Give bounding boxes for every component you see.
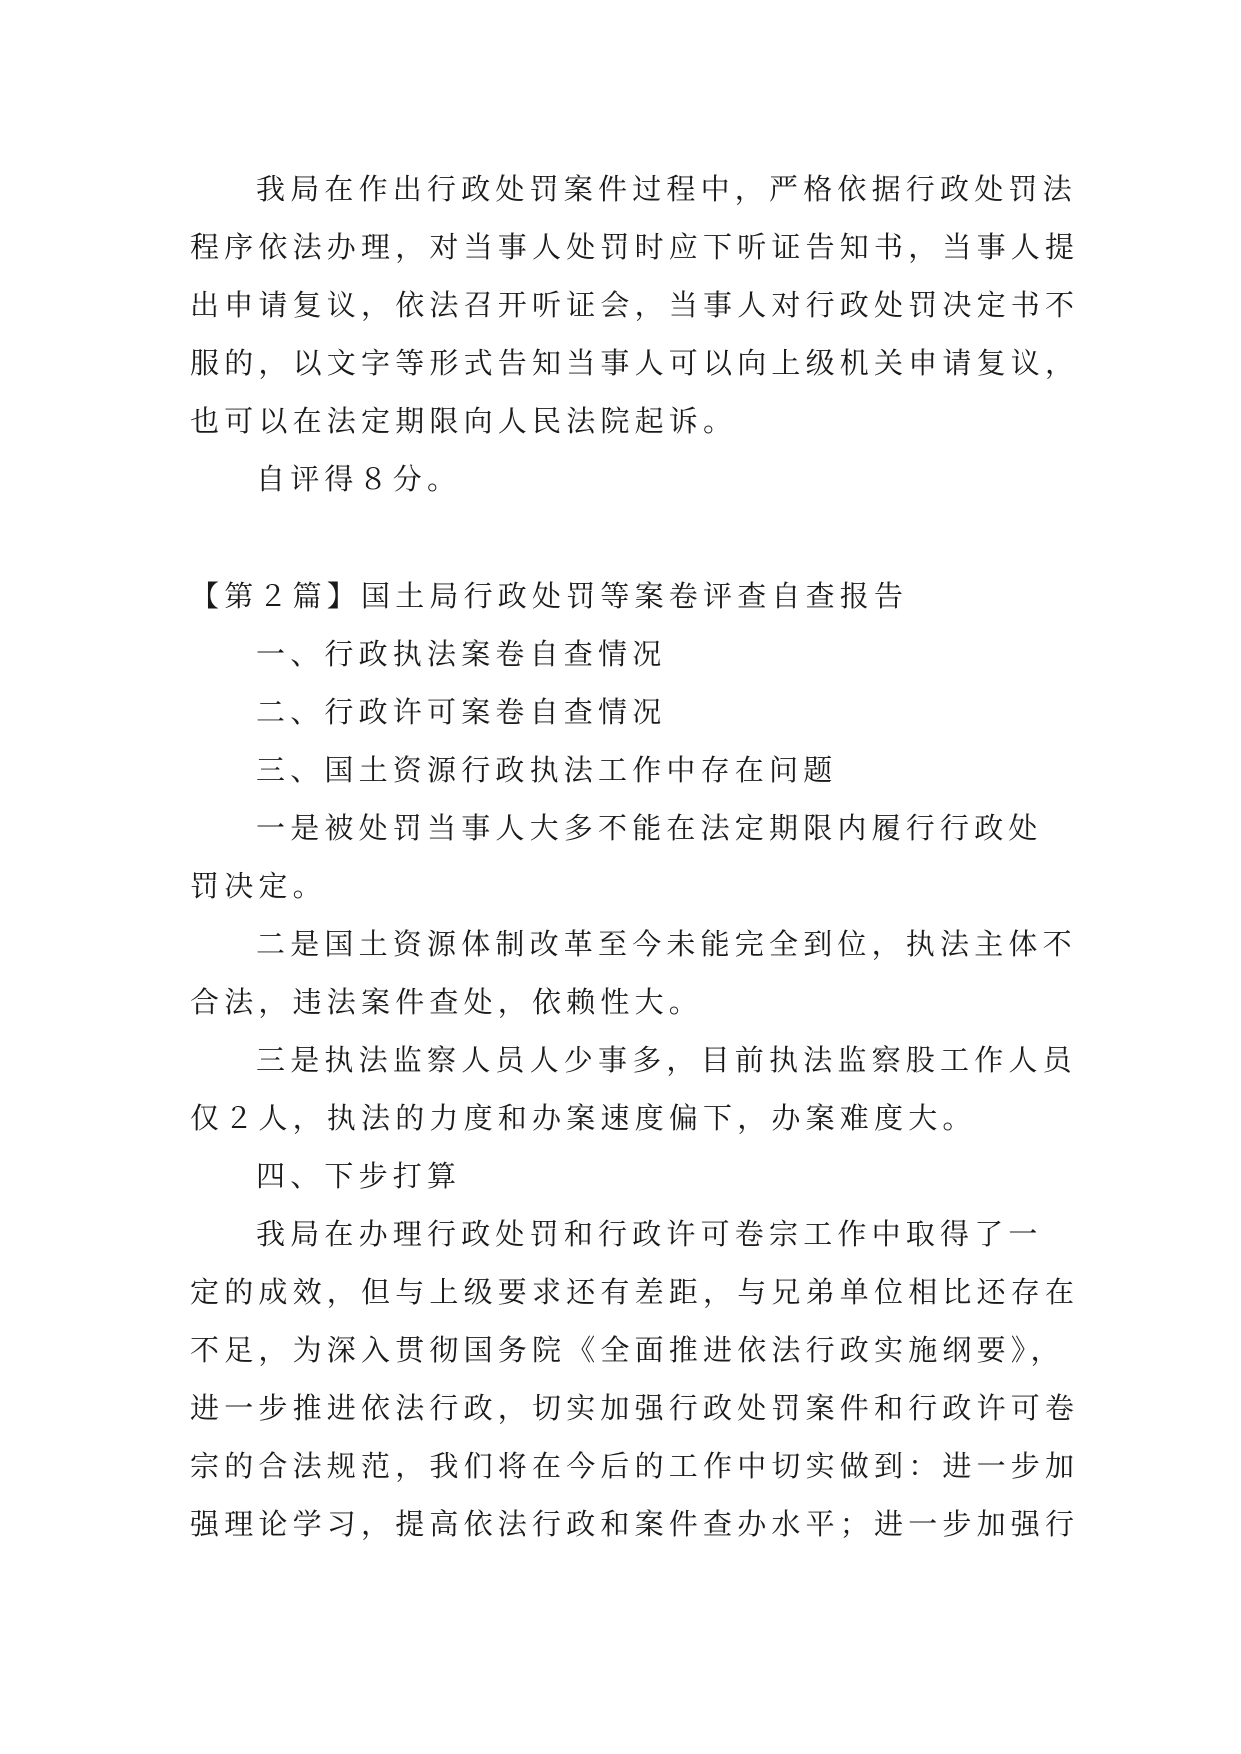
self-score: 自评得８分。: [256, 462, 462, 496]
text-line: 罚决定。: [190, 869, 327, 903]
paragraph-problem-2: [190, 915, 1077, 1031]
text-line: 出申请复议，依法召开听证会，当事人对行政处罚决定书不: [190, 288, 1080, 322]
paragraph-plan: [190, 1205, 1080, 1553]
text-line: 仅２人，执法的力度和办案速度偏下，办案难度大。: [190, 1101, 977, 1135]
text-line: 服的，以文字等形式告知当事人可以向上级机关申请复议，: [190, 346, 1080, 380]
text-line: 定的成效，但与上级要求还有差距，与兄弟单位相比还存在: [190, 1275, 1080, 1309]
text-line: 我局在办理行政处罚和行政许可卷宗工作中取得了一: [256, 1217, 1043, 1251]
paragraph-problem-1: [190, 799, 1050, 915]
document-body: [190, 160, 1080, 1553]
text-line: 三是执法监察人员人少事多，目前执法监察股工作人员: [256, 1043, 1077, 1077]
text-line: 我局在作出行政处罚案件过程中，严格依据行政处罚法: [256, 172, 1077, 206]
heading-next-steps: 四、下步打算: [256, 1159, 462, 1193]
text-line: 二是国土资源体制改革至今未能完全到位，执法主体不: [256, 927, 1077, 961]
text-line: 一是被处罚当事人大多不能在法定期限内履行行政处: [256, 811, 1043, 845]
text-line: 合法，违法案件查处，依赖性大。: [190, 985, 704, 1019]
heading-license-files: 二、行政许可案卷自查情况: [256, 695, 667, 729]
section-title: 【第２篇】国土局行政处罚等案卷评查自查报告: [190, 579, 909, 613]
paragraph-problem-3: [190, 1031, 1077, 1147]
text-line: 不足，为深入贯彻国务院《全面推进依法行政实施纲要》，: [190, 1333, 1065, 1367]
heading-problems: 三、国土资源行政执法工作中存在问题: [256, 753, 838, 787]
heading-enforcement-files: 一、行政执法案卷自查情况: [256, 637, 667, 671]
paragraph-penalty-procedure: [190, 160, 1080, 450]
text-line: 进一步推进依法行政，切实加强行政处罚案件和行政许可卷: [190, 1391, 1080, 1425]
text-line: 强理论学习，提高依法行政和案件查办水平；进一步加强行: [190, 1507, 1080, 1541]
text-line: 也可以在法定期限向人民法院起诉。: [190, 404, 738, 438]
text-line: 宗的合法规范，我们将在今后的工作中切实做到：进一步加: [190, 1449, 1080, 1483]
section-gap: [190, 508, 1050, 567]
text-line: 程序依法办理，对当事人处罚时应下听证告知书，当事人提: [190, 230, 1080, 264]
